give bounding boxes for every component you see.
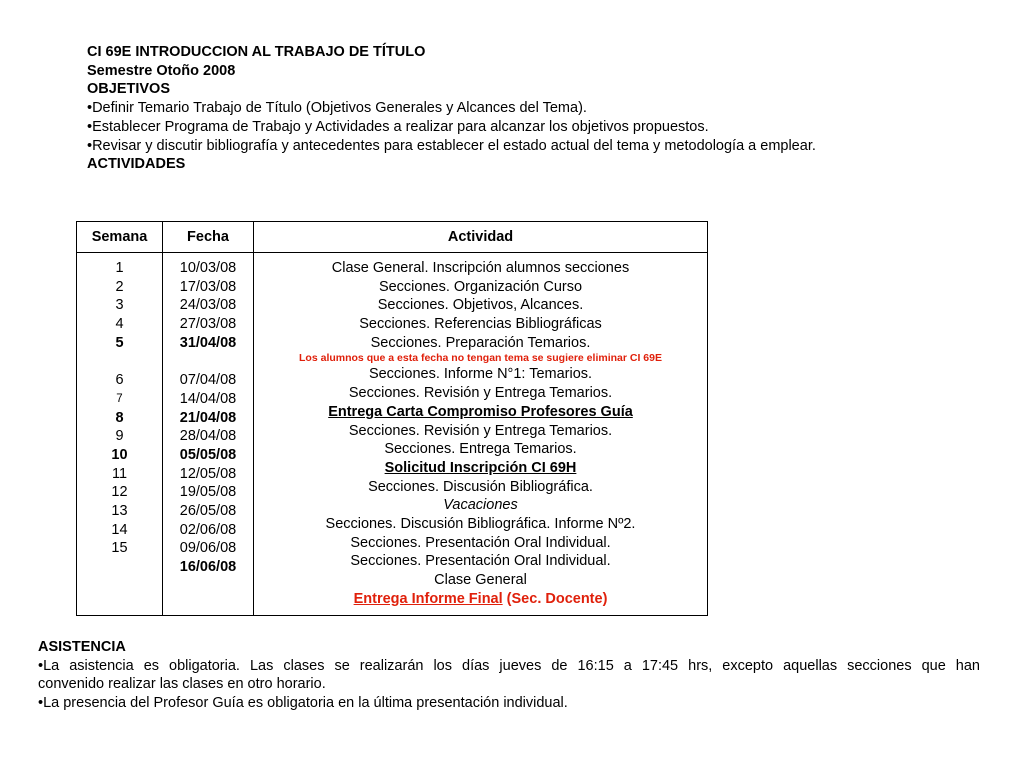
week-cell: 1 <box>115 260 124 276</box>
date-cell: 19/05/08 <box>179 484 237 501</box>
week-cell: 15 <box>111 540 128 557</box>
week-spacer <box>77 352 162 371</box>
date-cell: 26/05/08 <box>179 502 237 519</box>
activity-cell: Secciones. Organización Curso <box>378 278 583 295</box>
activity-cell: Secciones. Entrega Temarios. <box>384 441 577 458</box>
activity-cell: Secciones. Presentación Oral Individual. <box>350 553 611 570</box>
date-cell: 14/04/08 <box>179 390 237 407</box>
week-cell: 5 <box>115 334 124 351</box>
semester-label: Semestre Otoño 2008 <box>87 62 236 79</box>
activity-cell: Secciones. Revisión y Entrega Temarios. <box>348 422 613 439</box>
activity-cell: Secciones. Preparación Temarios. <box>370 334 591 351</box>
activity-cell-highlight: Solicitud Inscripción CI 69H <box>384 459 577 476</box>
date-cell: 28/04/08 <box>179 428 237 445</box>
date-cell: 05/05/08 <box>179 446 237 463</box>
date-cell: 10/03/08 <box>179 260 237 276</box>
attendance-item: •La presencia del Profesor Guía es obligatoria en la última presentación individual. <box>38 695 568 712</box>
week-cell: 6 <box>115 372 124 389</box>
week-cell: 13 <box>111 502 128 519</box>
dates-column <box>163 253 254 616</box>
activity-cell: Secciones. Informe N°1: Temarios. <box>368 366 593 383</box>
schedule-table <box>76 221 708 616</box>
activity-cell: Secciones. Revisión y Entrega Temarios. <box>348 385 613 402</box>
objectives-heading: OBJETIVOS <box>87 81 170 98</box>
date-cell: 09/06/08 <box>179 540 237 557</box>
week-cell: 9 <box>115 428 124 445</box>
activity-cell: Clase General <box>434 572 527 588</box>
final-report-row <box>254 590 707 609</box>
date-cell: 27/03/08 <box>179 316 237 333</box>
activity-cell: Secciones. Referencias Bibliográficas <box>359 316 602 333</box>
attendance-section <box>38 638 980 713</box>
week-cell: 3 <box>115 297 124 314</box>
week-cell: 4 <box>115 316 124 333</box>
activity-cell-vacation: Vacaciones <box>443 497 518 514</box>
date-cell: 16/06/08 <box>179 559 237 575</box>
objective-item: •Establecer Programa de Trabajo y Actividades a realizar para alcanzar los objetivos propuestos. <box>87 118 709 135</box>
attendance-item-continued: convenido realizar las clases en otro horario. <box>38 676 326 693</box>
objective-item: •Revisar y discutir bibliografía y antecedentes para establecer el estado actual del tema y metodología a emplear. <box>87 137 816 154</box>
course-title: CI 69E INTRODUCCION AL TRABAJO DE TÍTULO <box>87 44 426 60</box>
activity-cell: Secciones. Discusión Bibliográfica. <box>368 478 593 495</box>
date-cell: 12/05/08 <box>179 465 237 482</box>
week-cell: 7 <box>116 392 123 405</box>
week-cell: 12 <box>111 484 128 501</box>
warning-note: Los alumnos que a esta fecha no tengan tema se sugiere eliminar CI 69E <box>299 352 662 365</box>
header-actividad: Actividad <box>254 222 708 253</box>
week-cell: 11 <box>111 465 128 482</box>
activity-cell: Clase General. Inscripción alumnos secciones <box>331 260 630 276</box>
activity-cell: Secciones. Presentación Oral Individual. <box>350 534 611 551</box>
date-cell: 24/03/08 <box>179 297 237 314</box>
final-report-note: (Sec. Docente) <box>502 590 608 607</box>
activity-cell: Secciones. Discusión Bibliográfica. Informe Nº2. <box>325 515 636 532</box>
final-report-label: Entrega Informe Final <box>353 590 503 607</box>
weeks-column <box>77 253 163 616</box>
date-cell: 21/04/08 <box>179 409 237 426</box>
date-cell: 02/06/08 <box>179 521 237 538</box>
objective-item: •Definir Temario Trabajo de Título (Objetivos Generales y Alcances del Tema). <box>87 100 587 117</box>
date-cell: 07/04/08 <box>179 372 237 389</box>
course-header <box>87 43 816 174</box>
week-cell: 10 <box>111 446 128 463</box>
activity-cell: Secciones. Objetivos, Alcances. <box>377 297 584 314</box>
date-cell: 31/04/08 <box>179 334 237 351</box>
activity-cell-highlight: Entrega Carta Compromiso Profesores Guía <box>328 403 633 420</box>
activities-heading: ACTIVIDADES <box>87 156 186 173</box>
header-semana: Semana <box>77 222 163 253</box>
activities-column <box>254 253 708 616</box>
week-cell: 14 <box>111 521 128 538</box>
week-cell: 8 <box>115 409 124 426</box>
attendance-heading: ASISTENCIA <box>38 639 126 655</box>
header-fecha: Fecha <box>163 222 254 253</box>
date-cell: 17/03/08 <box>179 278 237 295</box>
attendance-item: •La asistencia es obligatoria. Las clases se realizarán los días jueves de 16:15 a 17:45 hrs, excepto aquellas secciones que han <box>38 657 980 674</box>
week-cell: 2 <box>115 278 124 295</box>
date-spacer <box>163 352 253 371</box>
